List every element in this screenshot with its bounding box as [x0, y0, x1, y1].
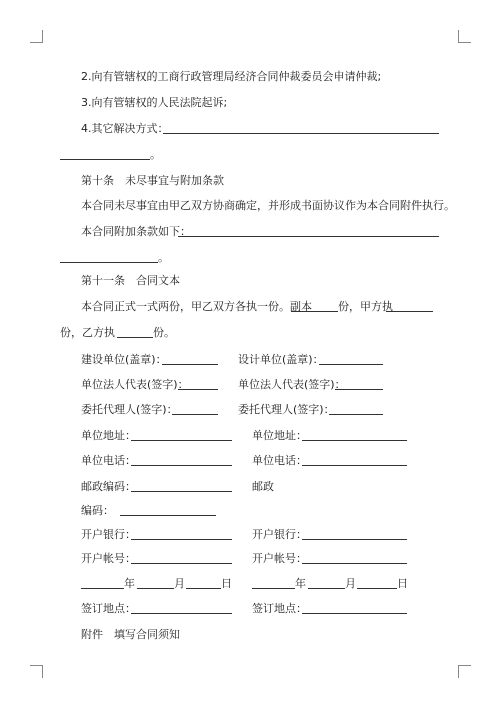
left-day-label: 日: [221, 577, 232, 590]
left-phone-label: 单位电话：: [81, 454, 136, 467]
right-day-field[interactable]: [357, 588, 397, 589]
clause-item-4: 4.其它解决方式：: [81, 122, 169, 135]
corner-mark-bottom-right: [458, 665, 471, 678]
copies-blank[interactable]: [291, 311, 338, 312]
left-postcode-label: 邮政编码：: [81, 480, 136, 493]
right-postcode-label: 邮政: [252, 480, 274, 493]
clause-item-4-end: 。: [150, 148, 161, 161]
left-agent-field[interactable]: [172, 414, 218, 415]
construction-unit-field[interactable]: [162, 364, 218, 365]
right-address-label: 单位地址：: [252, 429, 307, 442]
party-a-copies-blank[interactable]: [386, 311, 433, 312]
attachment-title: 附件 填写合同须知: [81, 628, 180, 641]
left-account-field[interactable]: [131, 563, 232, 564]
construction-unit-label: 建设单位(盖章)：: [81, 353, 167, 366]
right-rep-label: 单位法人代表(签字)：: [238, 378, 346, 391]
left-rep-label: 单位法人代表(签字)：: [81, 378, 189, 391]
right-day-label: 日: [397, 577, 408, 590]
other-method-blank[interactable]: [163, 133, 439, 134]
right-year-field[interactable]: [252, 588, 295, 589]
left-account-label: 开户帐号：: [81, 552, 136, 565]
left-place-label: 签订地点：: [81, 602, 136, 615]
left-day-field[interactable]: [186, 588, 221, 589]
copies-text-a: 本合同正式一式两份，甲乙双方各执一份。副本: [81, 300, 312, 313]
right-bank-field[interactable]: [302, 539, 407, 540]
right-month-field[interactable]: [308, 588, 345, 589]
supplement-end: 。: [158, 251, 169, 264]
left-address-field[interactable]: [131, 440, 232, 441]
left-address-label: 单位地址：: [81, 429, 136, 442]
right-account-field[interactable]: [302, 563, 407, 564]
supplement-blank[interactable]: [178, 236, 439, 237]
right-agent-label: 委托代理人(签字)：: [238, 403, 335, 416]
right-rep-field[interactable]: [335, 389, 383, 390]
other-method-blank-cont[interactable]: [60, 159, 150, 160]
party-b-copies-blank[interactable]: [117, 337, 153, 338]
left-phone-field[interactable]: [131, 465, 232, 466]
left-postcode-label-cont: 编码：: [81, 504, 114, 517]
left-bank-label: 开户银行：: [81, 528, 136, 541]
right-phone-field[interactable]: [302, 465, 407, 466]
left-year-field[interactable]: [81, 588, 124, 589]
design-unit-label: 设计单位(盖章)：: [238, 353, 324, 366]
left-agent-label: 委托代理人(签字)：: [81, 403, 178, 416]
copies-text-d: 份。: [153, 326, 175, 339]
right-agent-field[interactable]: [329, 414, 383, 415]
article-10-body: 本合同未尽事宜由甲乙双方协商确定，并形成书面协议作为本合同附件执行。: [81, 199, 455, 212]
right-account-label: 开户帐号：: [252, 552, 307, 565]
right-month-label: 月: [345, 577, 356, 590]
left-month-field[interactable]: [137, 588, 174, 589]
left-month-label: 月: [174, 577, 185, 590]
right-bank-label: 开户银行：: [252, 528, 307, 541]
article-10-heading: 第十条 未尽事宜与附加条款: [81, 174, 224, 187]
clause-item-2: 2.向有管辖权的工商行政管理局经济合同仲裁委员会申请仲裁;: [81, 70, 382, 83]
right-year-label: 年: [295, 577, 306, 590]
right-place-label: 签订地点：: [252, 602, 307, 615]
supplement-blank-cont[interactable]: [60, 262, 158, 263]
corner-mark-bottom-left: [30, 665, 43, 678]
corner-mark-top-right: [458, 30, 471, 43]
right-phone-label: 单位电话：: [252, 454, 307, 467]
design-unit-field[interactable]: [319, 364, 383, 365]
left-postcode-field[interactable]: [131, 491, 232, 492]
left-postcode-field-cont[interactable]: [120, 515, 216, 516]
copies-text-b: 份，甲方执: [338, 300, 393, 313]
left-place-field[interactable]: [131, 613, 232, 614]
copies-text-c: 份，乙方执: [60, 326, 115, 339]
left-bank-field[interactable]: [131, 539, 232, 540]
article-11-heading: 第十一条 合同文本: [81, 274, 180, 287]
supplement-label: 本合同附加条款如下：: [81, 225, 191, 238]
clause-item-3: 3.向有管辖权的人民法院起诉;: [81, 96, 228, 109]
left-rep-field[interactable]: [178, 389, 218, 390]
left-year-label: 年: [124, 577, 135, 590]
right-address-field[interactable]: [302, 440, 407, 441]
corner-mark-top-left: [30, 30, 43, 43]
right-place-field[interactable]: [302, 613, 407, 614]
